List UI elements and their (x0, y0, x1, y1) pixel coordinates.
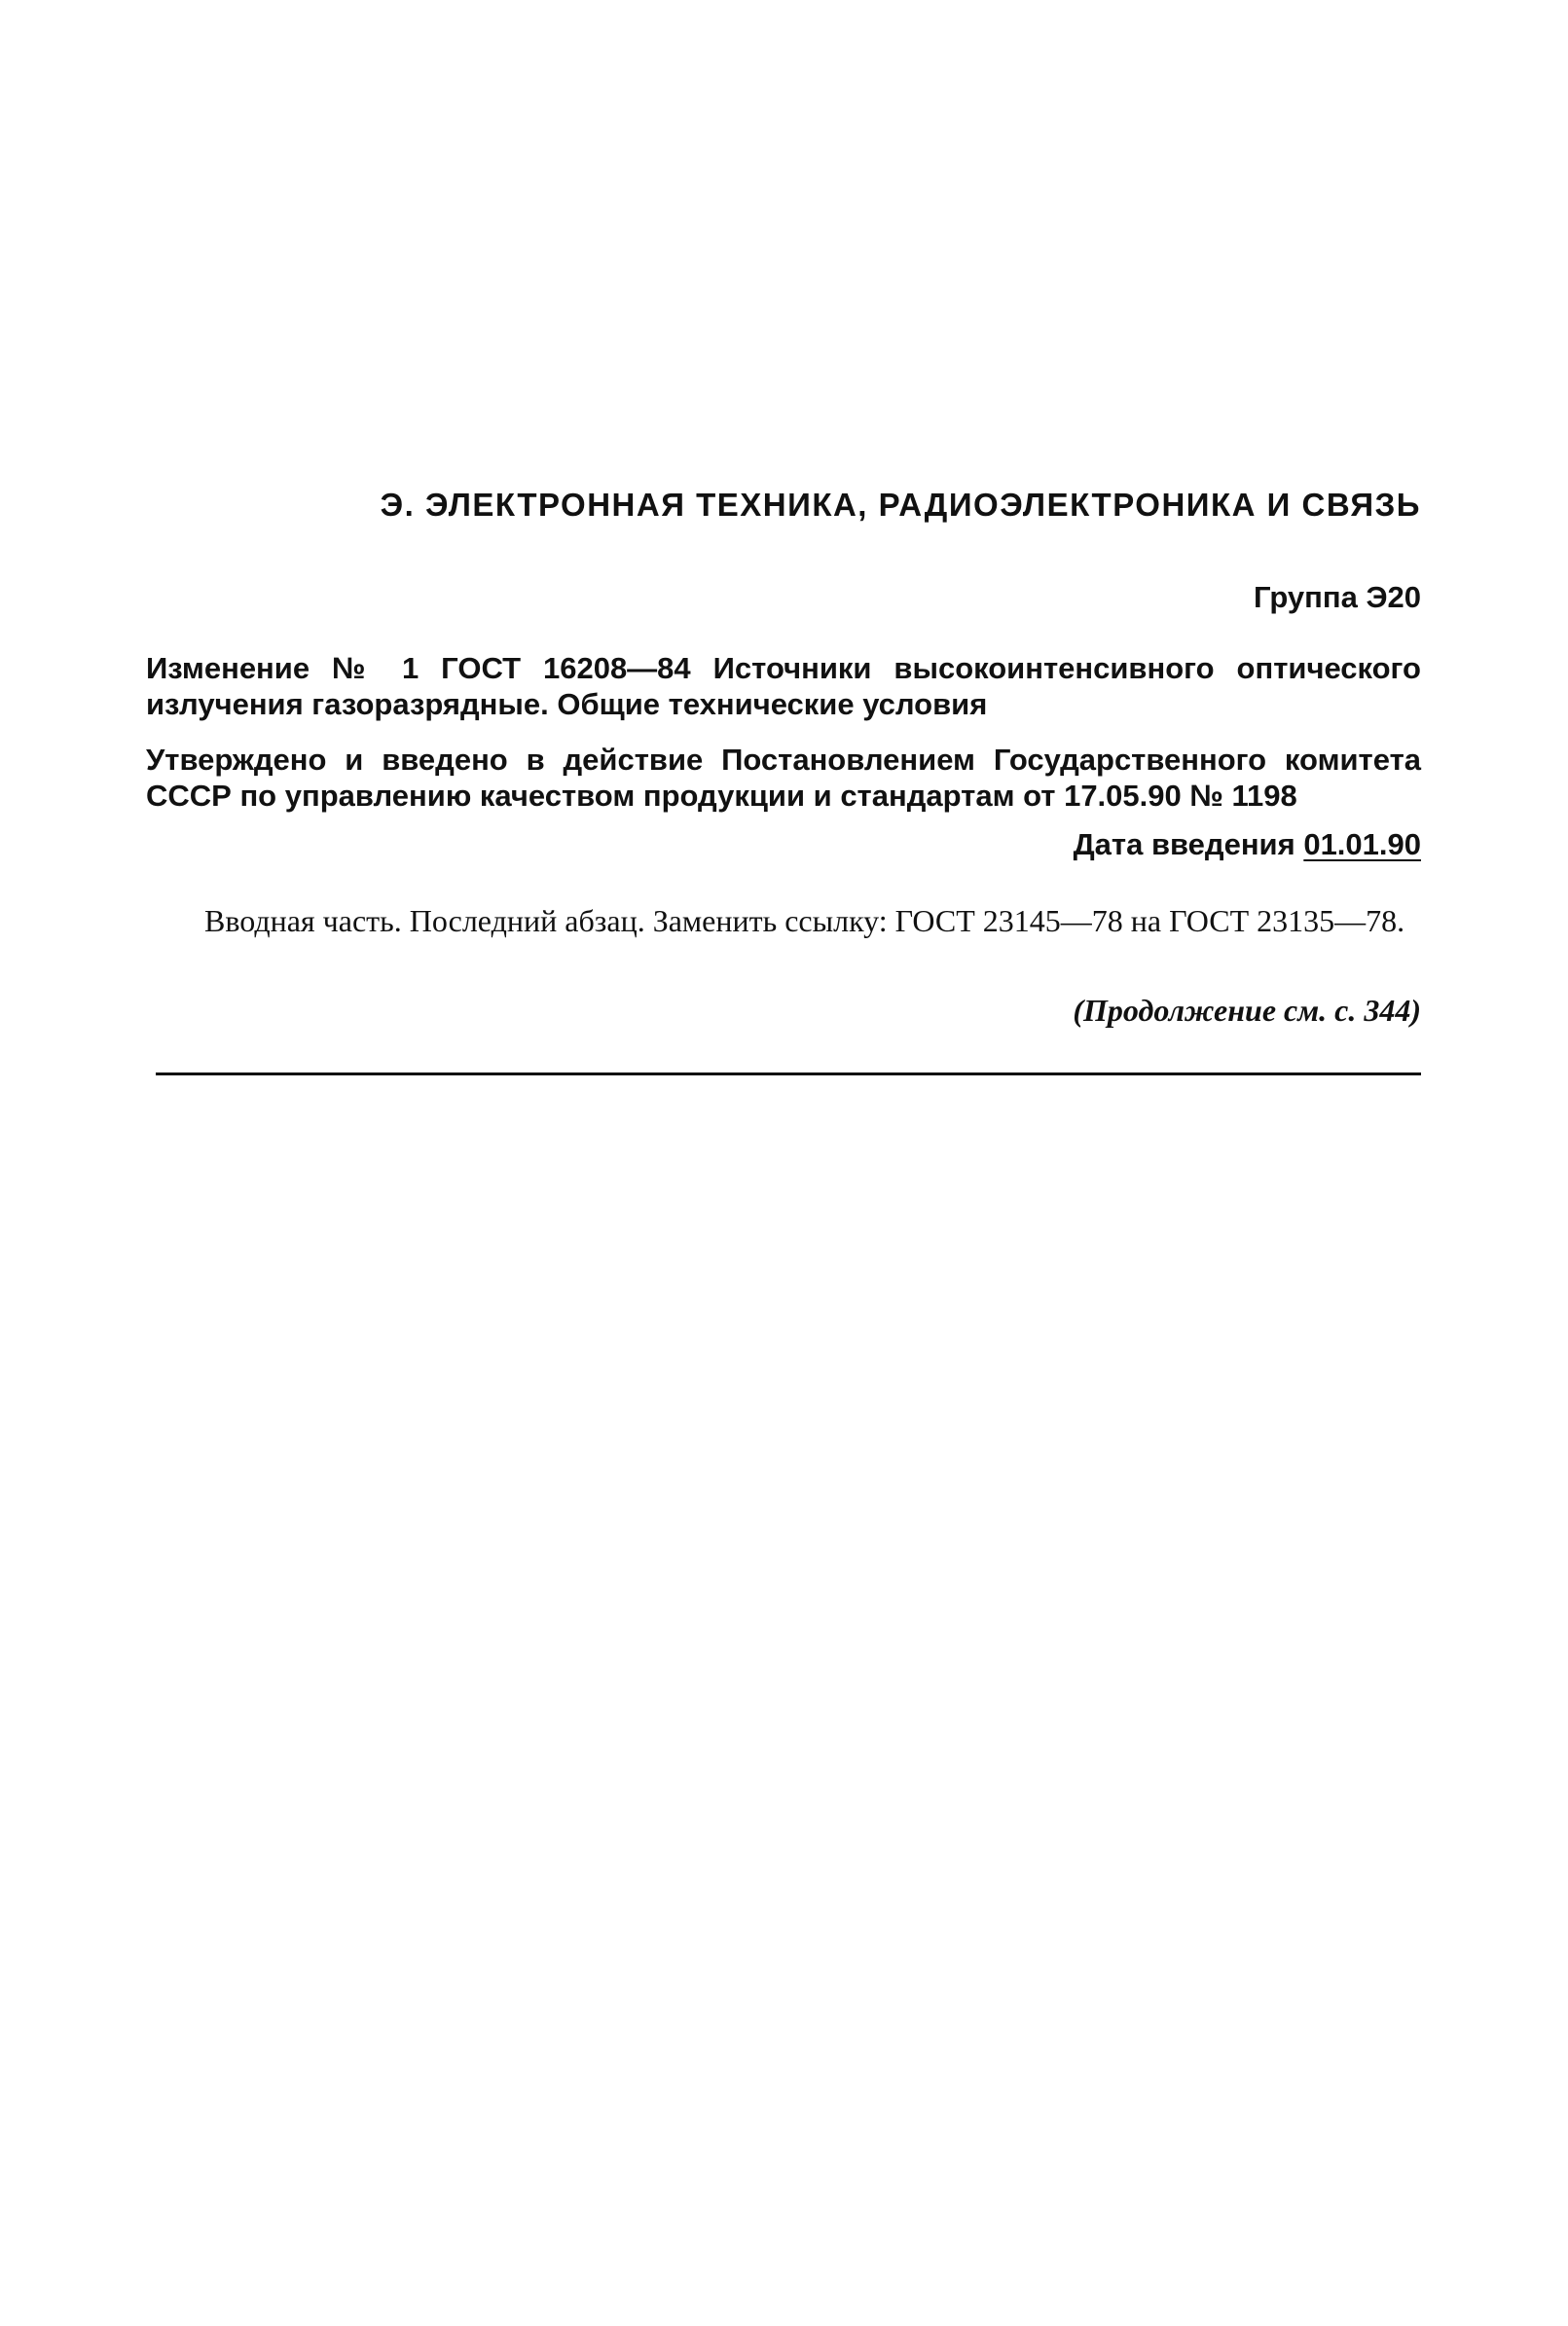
introduction-date-label: Дата введения (1073, 827, 1295, 861)
approval-statement: Утверждено и введено в действие Постановлением Государственного комитета СССР по управлению качеством продукции и стандартам от 17.05.90 № 1198 (146, 743, 1421, 813)
group-code: Группа Э20 (1254, 580, 1421, 614)
introduction-date (876, 827, 1421, 862)
body-paragraph-text: Вводная часть. Последний абзац. Заменить ссылку: ГОСТ 23145—78 на ГОСТ 23135—78. (204, 903, 1405, 938)
amendment-title: Изменение № 1 ГОСТ 16208—84 Источники высокоинтенсивного оптического излучения газоразрядные. Общие технические условия (146, 651, 1421, 721)
body-paragraph (146, 902, 1421, 939)
continuation-note: (Продолжение см. с. 344) (1073, 993, 1421, 1028)
introduction-date-value: 01.01.90 (1303, 827, 1421, 861)
horizontal-divider (156, 1072, 1421, 1075)
section-heading: Э. ЭЛЕКТРОННАЯ ТЕХНИКА, РАДИОЭЛЕКТРОНИКА И СВЯЗЬ (380, 487, 1421, 523)
